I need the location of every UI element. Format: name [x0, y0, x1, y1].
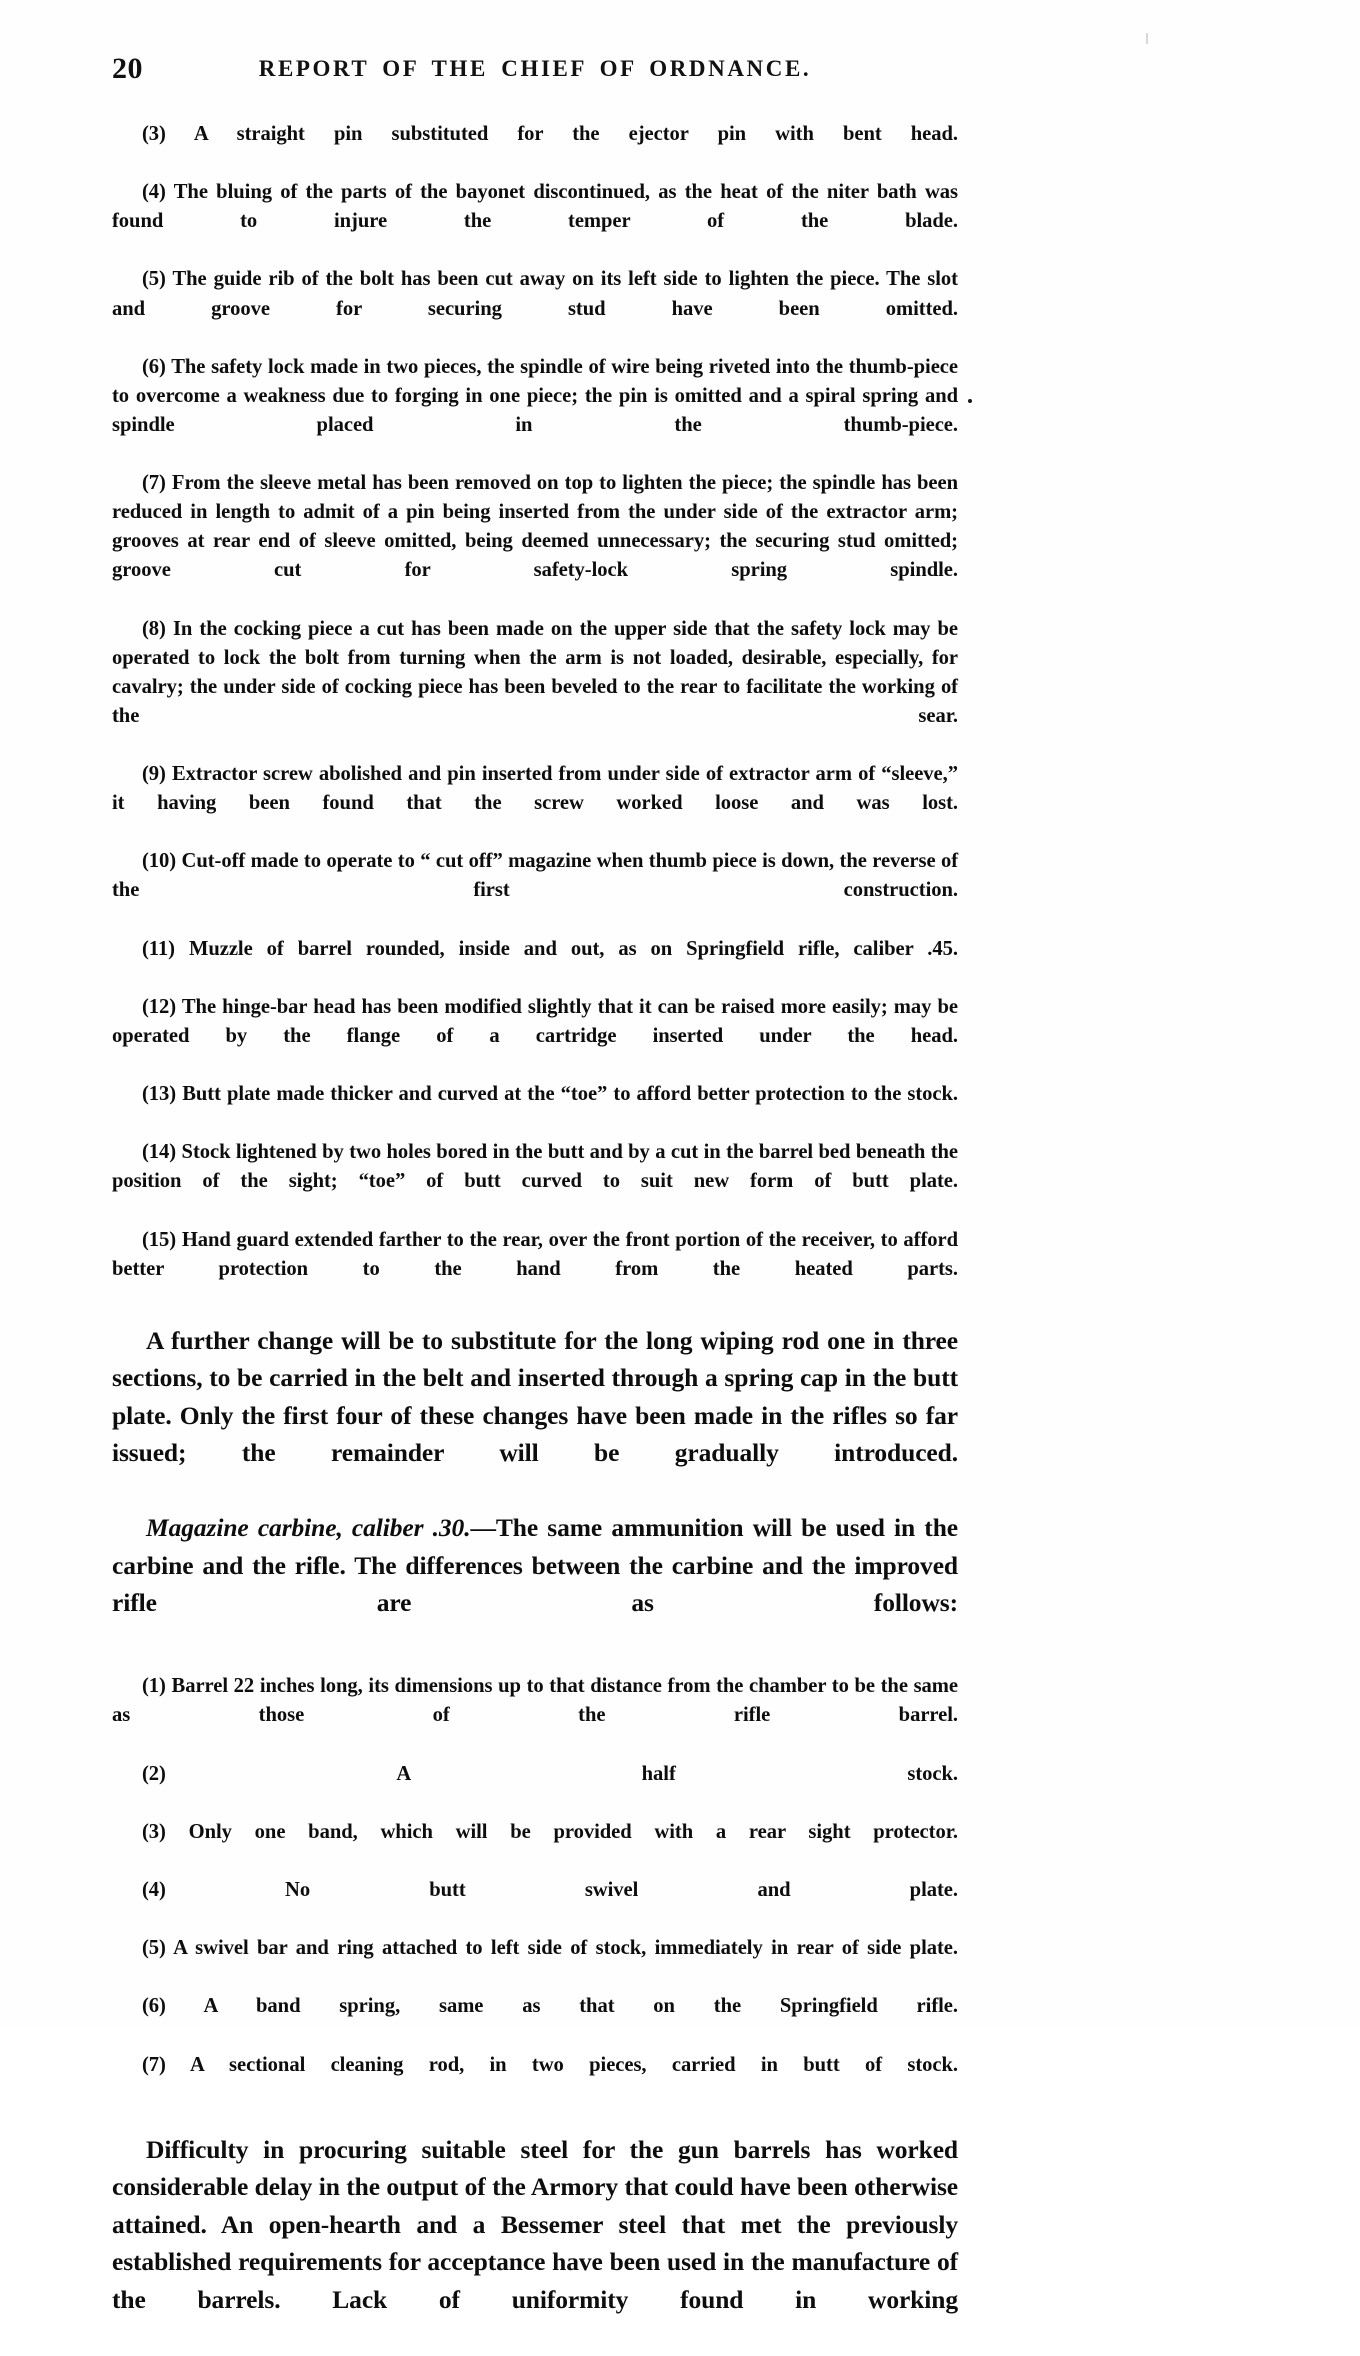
running-head-title: REPORT OF THE CHIEF OF ORDNANCE.: [258, 56, 812, 81]
wiping-rod-paragraph: A further change will be to substitute for the long wiping rod one in three sections, to be carried in the belt and inserted through a spring cap in the butt plate. Only the first four of these changes have been made in the rifles so far issued; the remainder will be gradually introduced.: [112, 1325, 958, 1468]
carbine-differences-list: [112, 1672, 958, 2108]
running-head: [112, 48, 958, 104]
list-item: (4) The bluing of the parts of the bayonet discontinued, as the heat of the niter bath was found to injure the temper of the blade.: [112, 181, 958, 233]
list-item: (6) A band spring, same as that on the Springfield rifle.: [142, 1995, 958, 2018]
ink-speck: [968, 399, 972, 403]
list-item: (7) From the sleeve metal has been removed on top to lighten the piece; the spindle has been reduced in length to admit of a pin being inserted from the under side of the extractor arm; grooves at rear end of sleeve omitted, being deemed unnecessary; the securing stud omitted; groove cut for safety-lock spring spindle.: [112, 472, 958, 582]
page-number: 20: [112, 52, 143, 85]
list-item: (3) A straight pin substituted for the ejector pin with bent head.: [142, 123, 958, 145]
list-item: (6) The safety lock made in two pieces, the spindle of wire being riveted into the thumb-piece to overcome a weakness due to forging in one piece; the pin is omitted and a spiral spring and spindle placed in the thumb-piece.: [112, 355, 958, 436]
list-item: (15) Hand guard extended farther to the rear, over the front portion of the receiver, to afford better protection to the hand from the heated parts.: [112, 1228, 958, 1280]
list-item: (13) Butt plate made thicker and curved at the “toe” to afford better protection to the stock.: [142, 1083, 958, 1106]
rifle-changes-list: [112, 120, 958, 1313]
carbine-section-intro: [112, 1509, 958, 1659]
list-item: (5) The guide rib of the bolt has been cut away on its left side to lighten the piece. The slot and groove for securing stud have been omitted.: [112, 268, 958, 320]
carbine-run-in-head: Magazine carbine, caliber .30.: [146, 1513, 471, 1543]
page-content: [112, 48, 958, 2356]
list-item: (2) A half stock.: [142, 1762, 958, 1785]
list-item: (9) Extractor screw abolished and pin inserted from under side of extractor arm of “sleeve,” it having been found that the screw worked loose and was lost.: [112, 763, 958, 815]
list-item: (1) Barrel 22 inches long, its dimensions up to that distance from the chamber to be the same as those of the rifle barrel.: [112, 1675, 958, 1727]
list-item: (12) The hinge-bar head has been modified slightly that it can be raised more easily; may be operated by the flange of a cartridge inserted under the head.: [112, 995, 958, 1047]
list-item: (10) Cut-off made to operate to “ cut off” magazine when thumb piece is down, the reverse of the first construction.: [112, 850, 958, 902]
list-item: (5) A swivel bar and ring attached to left side of stock, immediately in rear of side plate.: [142, 1937, 958, 1960]
list-item: (7) A sectional cleaning rod, in two pieces, carried in butt of stock.: [142, 2053, 958, 2076]
list-item: (8) In the cocking piece a cut has been made on the upper side that the safety lock may be operated to lock the bolt from turning when the arm is not loaded, desirable, especially, for cavalry; the under side of cocking piece has been beveled to the rear to facilitate the working of the sear.: [112, 617, 958, 727]
list-item: (3) Only one band, which will be provided with a rear sight protector.: [142, 1820, 958, 1843]
scan-artifact-tick: [1146, 33, 1148, 44]
carbine-intro-text: —The same ammunition will be used in the carbine and the rifle. The differences between the carbine and the improved rifle are as follows:: [112, 1513, 958, 1618]
list-item: (4) No butt swivel and plate.: [142, 1879, 958, 1901]
list-item: (11) Muzzle of barrel rounded, inside and out, as on Springfield rifle, caliber .45.: [142, 937, 958, 960]
closing-paragraph: Difficulty in procuring suitable steel for the gun barrels has worked considerable delay in the output of the Armory that could have been otherwise attained. An open-hearth and a Bessemer steel that met the previously established requirements for acceptance have been used in the manufacture of the barrels. Lack of uniformity found in working: [112, 2134, 958, 2314]
list-item: (14) Stock lightened by two holes bored in the butt and by a cut in the barrel bed beneath the position of the sight; “toe” of butt curved to suit new form of butt plate.: [112, 1141, 958, 1193]
